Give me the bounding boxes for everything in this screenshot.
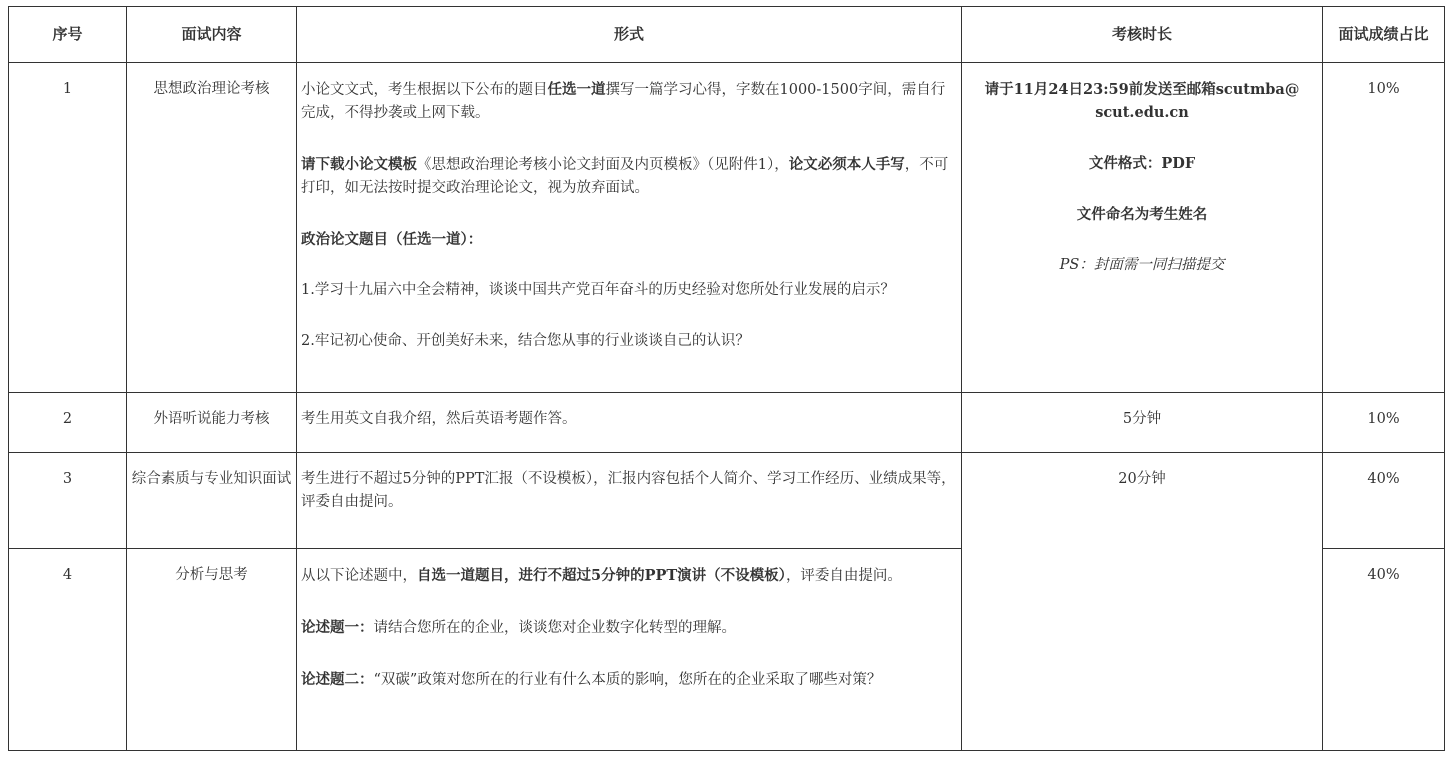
header-ratio: 面试成绩占比: [1323, 7, 1445, 63]
header-topic: 面试内容: [127, 7, 297, 63]
essay-question-1: [301, 616, 957, 640]
question-label: 论述题二：: [301, 671, 374, 688]
essay-question-2: [301, 668, 957, 692]
form-text-bold: 自选一道题目，进行不超过5分钟的PPT演讲（不设模板）: [417, 567, 786, 584]
header-row: [9, 7, 1445, 63]
header-duration: 考核时长: [962, 7, 1323, 63]
essay-topic-2: 2.牢记初心使命、开创美好未来，结合您从事的行业谈谈自己的认识？: [301, 333, 750, 349]
table-row: [9, 393, 1445, 453]
table-row: [9, 453, 1445, 549]
form-text: 小论文文式，考生根据以下公布的题目: [301, 82, 548, 98]
row-form: [297, 63, 962, 393]
form-text: ，不可打印，如无法按时提交政治理论论文，视为放弃面试。: [301, 157, 949, 196]
row-topic: 综合素质与专业知识面试: [127, 453, 297, 549]
row-no: 1: [9, 63, 127, 393]
question-label: 论述题一：: [301, 619, 374, 636]
form-text: ，评委自由提问。: [785, 568, 902, 584]
row-duration: 20分钟: [962, 453, 1323, 751]
row-duration: 5分钟: [962, 393, 1323, 453]
form-paragraph: [301, 153, 957, 200]
interview-table: [8, 6, 1445, 751]
question-text: “双碳”政策对您所在的行业有什么本质的影响，您所在的企业采取了哪些对策？: [373, 672, 882, 688]
form-text-bold: 请下载小论文模板: [301, 156, 417, 173]
row-no: 3: [9, 453, 127, 549]
row-duration: [962, 63, 1323, 393]
form-text-bold: 论文必须本人手写: [788, 156, 905, 173]
row-ratio: 10%: [1323, 393, 1445, 453]
file-naming: 文件命名为考生姓名: [1076, 206, 1208, 223]
row-no: 4: [9, 549, 127, 751]
row-form: 考生进行不超过5分钟的PPT汇报（不设模板），汇报内容包括个人简介、学习工作经历、业绩成果等，评委自由提问。: [297, 453, 962, 549]
row-no: 2: [9, 393, 127, 453]
header-no: 序号: [9, 7, 127, 63]
row-topic: 外语听说能力考核: [127, 393, 297, 453]
form-text: 《思想政治理论考核小论文封面及内页模板》（见附件1），: [417, 157, 789, 173]
submission-email-domain: scut.edu.cn: [1095, 104, 1189, 121]
form-text: 撰写一篇学习心得，字数在1000-1500字间，需自行完成，不得抄袭或上网下载。: [301, 82, 946, 121]
form-text: 从以下论述题中，: [301, 568, 417, 584]
row-topic: 思想政治理论考核: [127, 63, 297, 393]
form-paragraph: [301, 78, 957, 125]
row-ratio: 10%: [1323, 63, 1445, 393]
header-form: 形式: [297, 7, 962, 63]
essay-topic-1: 1.学习十九届六中全会精神，谈谈中国共产党百年奋斗的历史经验对您所处行业发展的启示？: [301, 282, 895, 298]
row-ratio: 40%: [1323, 453, 1445, 549]
form-paragraph: [301, 564, 957, 588]
file-format: 文件格式：PDF: [1088, 155, 1196, 172]
submission-instruction: [962, 78, 1322, 124]
row-form: [297, 549, 962, 751]
table-row: [9, 63, 1445, 393]
essay-topics-heading: 政治论文题目（任选一道）：: [301, 231, 483, 248]
ps-note: PS：封面需一同扫描提交: [1059, 257, 1225, 273]
row-form: 考生用英文自我介绍，然后英语考题作答。: [297, 393, 962, 453]
row-ratio: 40%: [1323, 549, 1445, 751]
form-text-bold: 任选一道: [547, 81, 606, 98]
submission-line: 请于11月24日23:59前发送至邮箱scutmba@: [984, 81, 1300, 98]
row-topic: 分析与思考: [127, 549, 297, 751]
question-text: 请结合您所在的企业，谈谈您对企业数字化转型的理解。: [373, 620, 736, 636]
